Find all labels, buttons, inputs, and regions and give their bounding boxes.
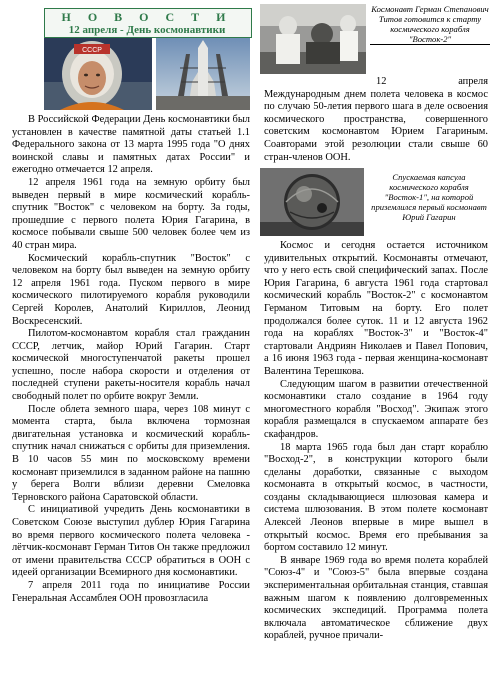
article-paragraph: Пилотом-космонавтом корабля стал гражданин СССР, летчик, майор Юрий Гагарин. Старт космической многоступенчатой ракеты прошел успешно, после набора скорости и отделения от последней ступени ракеты-носителя корабль начал свободный полет по орбите вокруг Земли. xyxy=(12,328,250,403)
article-paragraph: Космос и сегодня остается источником удивительных открытий. Космонавты отмечают, что у него есть свой специфический запах. После Юрия Гагарина, 6 августа 1961 года стартовал космический корабль "Восток-2" с космонавтом Германом Титовым на борту. Его полет продолжался более суток. 11 и 12 августа 1962 года на кораблях "Восток-3" и "Восток-4" стартовали Андриян Николаев и Павел Попович, а 16 июня 1963 года - первая женщина-космонавт Валентина Терешкова. xyxy=(264,240,488,377)
article-paragraph: После облета земного шара, через 108 минут с момента старта, была включена тормозная двигательная установка и космический корабль-спутник начал снижаться с орбиты для приземления. В 10 часов 55 мин по московскому времени космонавт приземлился в заданном районе на пашню у берега Волги вблизи деревни Смеловка Терновского района Саратовской области. xyxy=(12,403,250,503)
gagarin-helmet-photo xyxy=(44,38,152,110)
article-paragraph: 12 апреля 1961 года на земную орбиту был выведен первый в мире космический корабль-спутник "Восток" с человеком на борту. За годы, прошедшие с первого полета Юрия Гагарина, в космосе побывали свыше 500 человек более чем из 40 стран мира. xyxy=(12,176,250,251)
section-title: Н О В О С Т И xyxy=(61,10,233,24)
headline: 12 апреля - День космонавтики xyxy=(68,24,226,36)
svg-text:СССР: СССР xyxy=(82,47,102,54)
vostok-capsule-photo xyxy=(260,168,364,236)
titov-preparation-photo xyxy=(260,4,366,74)
article-paragraph: С инициативой учредить День космонавтики в Советском Союзе выступил дублер Юрия Гагарина во время первого космического полета человека - лётчик-космонавт Герман Титов Он также предложил от имени правительства СССР обратиться в ООН с идеей организации Всемирного дня космонавтики. xyxy=(12,504,250,579)
rocket-launch-photo xyxy=(156,38,250,110)
left-article-text xyxy=(12,114,250,605)
article-paragraph: 7 апреля 2011 года по инициативе России Генеральная Ассамблея ООН провозгласила xyxy=(12,579,250,604)
capsule-photo-caption: Спускаемая капсула космического корабля "Восток-1", на которой приземлился первый космонавт Юрий Гагарин xyxy=(371,172,487,222)
article-paragraph: В Российской Федерации День космонавтики был установлен в качестве памятной даты статьей 1.1 Федерального закона от 13 марта 1995 года "О днях воинской славы и памятных датах России" и ежегодно отмечается 12 апреля. xyxy=(12,114,250,176)
article-paragraph: 12 апреля Международным днем полета человека в космос по случаю 50-летия первого шага в деле освоения космического пространства, совершенного советским космонавтом Юрием Гагариным. Соавторами этой резолюции стали свыше 60 стран-членов ООН. xyxy=(264,76,488,163)
article-paragraph: Следующим шагом в развитии отечественной космонавтики стало создание в 1964 году многоместного корабля "Восход". Экипаж этого корабля размещался в спускаемом аппарате без скафандров. xyxy=(264,378,488,440)
article-paragraph: 18 марта 1965 года был дан старт кораблю "Восход-2", в конструкции которого были сделаны доработки, связанные с выходом космонавта в открытый космос, в частности, созданы складывающиеся шлюзовая камера и система шлюзования. В этом полете космонавт Алексей Леонов впервые в мире вышел в открытый космос. Время его пребывания за бортом составило 12 минут. xyxy=(264,441,488,554)
article-paragraph: В январе 1969 года во время полета кораблей "Союз-4" и "Союз-5" была впервые создана экспериментальная орбитальная станция, ставшая важным шагом к появлению долговременных космических экспедиций. Программа полета включала автоматическое сближение двух кораблей, ручное причали- xyxy=(264,554,488,642)
resolution-text xyxy=(264,76,488,164)
titov-photo-caption: Космонавт Герман Степанович Титов готовится к старту космического корабля "Восток-2" xyxy=(371,4,489,44)
article-paragraph: Космический корабль-спутник "Восток" с человеком на борту был выведен на земную орбиту 12 апреля 1961 года. Пуском первого в мире космического пилотируемого корабля руководили Сергей Королев, Анатолий Кириллов, Леонид Воскресенский. xyxy=(12,252,250,327)
right-article-text xyxy=(264,240,488,643)
